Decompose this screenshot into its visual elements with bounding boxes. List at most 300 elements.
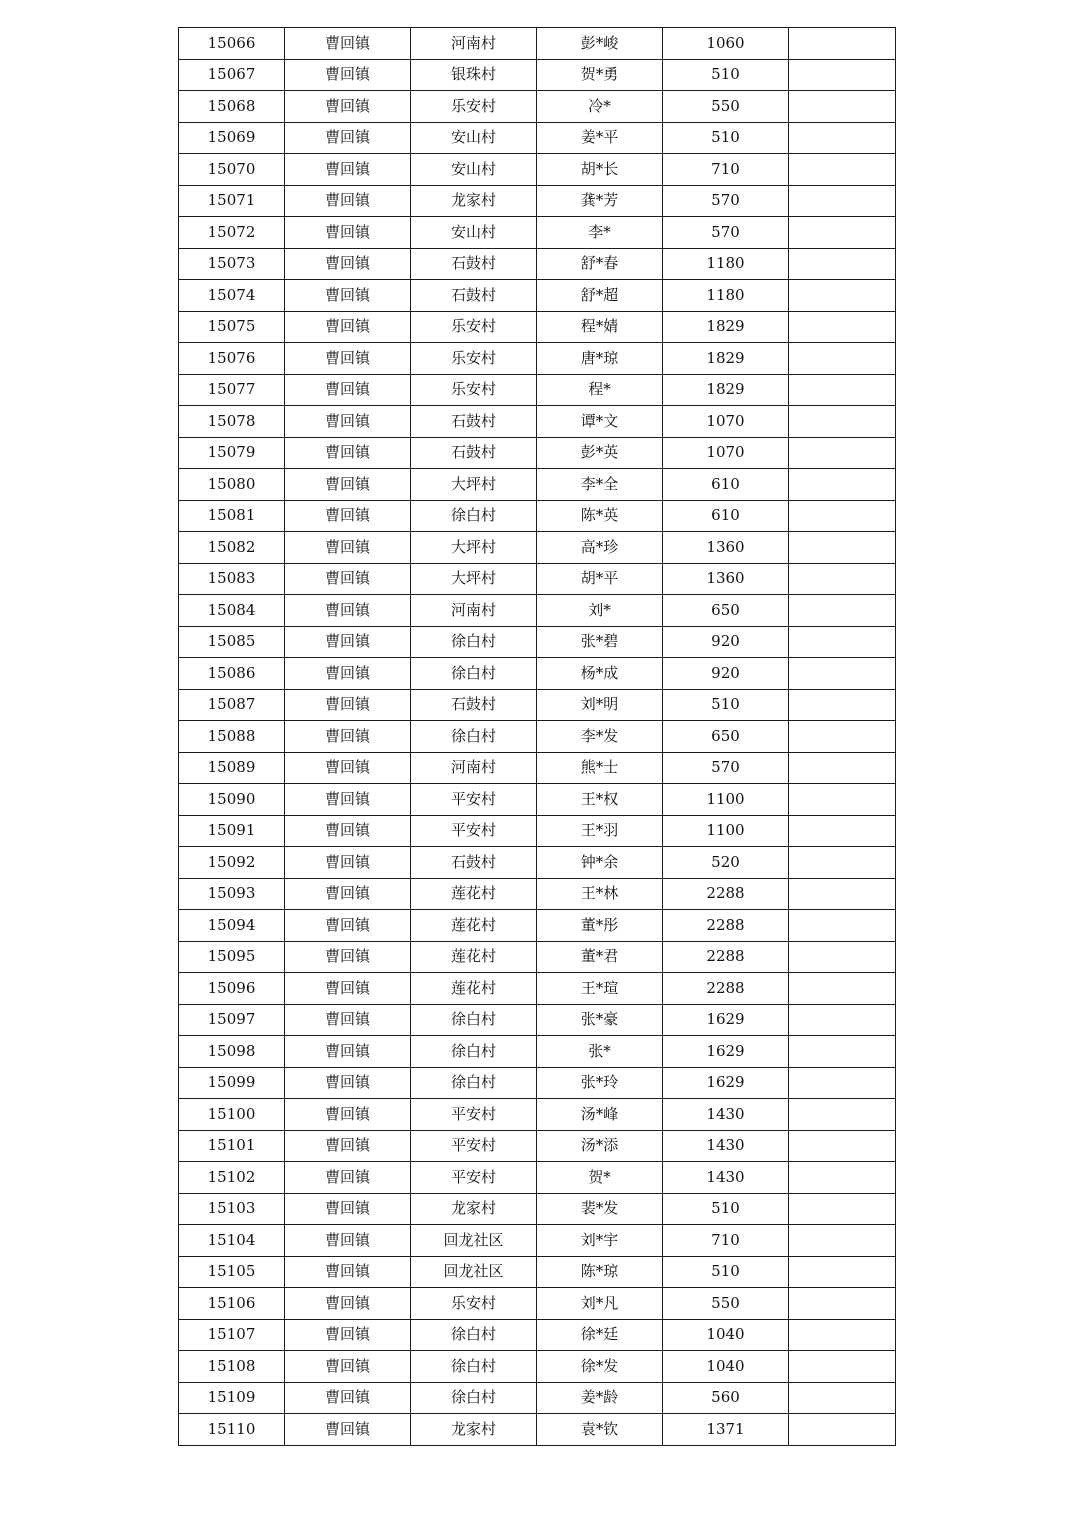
town-cell: 曹回镇	[285, 563, 411, 595]
note-cell	[789, 154, 896, 186]
serial-number-cell: 15104	[179, 1225, 285, 1257]
name-cell: 舒*春	[537, 248, 663, 280]
note-cell	[789, 941, 896, 973]
name-cell: 刘*凡	[537, 1288, 663, 1320]
table-row	[179, 1351, 896, 1383]
table-row	[179, 878, 896, 910]
village-cell: 大坪村	[411, 563, 537, 595]
village-cell: 安山村	[411, 154, 537, 186]
serial-number-cell: 15069	[179, 122, 285, 154]
name-cell: 裴*发	[537, 1193, 663, 1225]
name-cell: 李*	[537, 217, 663, 249]
serial-number-cell: 15083	[179, 563, 285, 595]
town-cell: 曹回镇	[285, 1036, 411, 1068]
village-cell: 平安村	[411, 1162, 537, 1194]
village-cell: 大坪村	[411, 532, 537, 564]
amount-cell: 610	[663, 469, 789, 501]
serial-number-cell: 15096	[179, 973, 285, 1005]
note-cell	[789, 28, 896, 60]
name-cell: 熊*士	[537, 752, 663, 784]
note-cell	[789, 721, 896, 753]
village-cell: 乐安村	[411, 374, 537, 406]
serial-number-cell: 15084	[179, 595, 285, 627]
name-cell: 姜*龄	[537, 1382, 663, 1414]
table-row	[179, 28, 896, 60]
name-cell: 袁*钦	[537, 1414, 663, 1446]
amount-cell: 2288	[663, 973, 789, 1005]
name-cell: 贺*	[537, 1162, 663, 1194]
table-row	[179, 248, 896, 280]
note-cell	[789, 1319, 896, 1351]
name-cell: 徐*廷	[537, 1319, 663, 1351]
note-cell	[789, 1193, 896, 1225]
village-cell: 乐安村	[411, 91, 537, 123]
table-row	[179, 406, 896, 438]
amount-cell: 1829	[663, 343, 789, 375]
town-cell: 曹回镇	[285, 437, 411, 469]
village-cell: 平安村	[411, 1130, 537, 1162]
amount-cell: 550	[663, 91, 789, 123]
amount-cell: 1371	[663, 1414, 789, 1446]
serial-number-cell: 15082	[179, 532, 285, 564]
amount-cell: 2288	[663, 910, 789, 942]
village-cell: 石鼓村	[411, 280, 537, 312]
serial-number-cell: 15090	[179, 784, 285, 816]
name-cell: 胡*长	[537, 154, 663, 186]
note-cell	[789, 500, 896, 532]
village-cell: 安山村	[411, 122, 537, 154]
serial-number-cell: 15099	[179, 1067, 285, 1099]
amount-cell: 1070	[663, 437, 789, 469]
table-row	[179, 973, 896, 1005]
serial-number-cell: 15079	[179, 437, 285, 469]
serial-number-cell: 15093	[179, 878, 285, 910]
village-cell: 石鼓村	[411, 406, 537, 438]
table-row	[179, 154, 896, 186]
table-row	[179, 59, 896, 91]
serial-number-cell: 15102	[179, 1162, 285, 1194]
table-row	[179, 532, 896, 564]
table-row	[179, 185, 896, 217]
table-row	[179, 500, 896, 532]
serial-number-cell: 15087	[179, 689, 285, 721]
serial-number-cell: 15076	[179, 343, 285, 375]
name-cell: 胡*平	[537, 563, 663, 595]
note-cell	[789, 1162, 896, 1194]
note-cell	[789, 1225, 896, 1257]
note-cell	[789, 122, 896, 154]
table-row	[179, 1067, 896, 1099]
note-cell	[789, 59, 896, 91]
name-cell: 程*婧	[537, 311, 663, 343]
amount-cell: 650	[663, 595, 789, 627]
amount-cell: 710	[663, 1225, 789, 1257]
name-cell: 汤*峰	[537, 1099, 663, 1131]
name-cell: 张*	[537, 1036, 663, 1068]
serial-number-cell: 15088	[179, 721, 285, 753]
town-cell: 曹回镇	[285, 847, 411, 879]
town-cell: 曹回镇	[285, 1193, 411, 1225]
town-cell: 曹回镇	[285, 311, 411, 343]
table-row	[179, 437, 896, 469]
amount-cell: 920	[663, 658, 789, 690]
amount-cell: 570	[663, 752, 789, 784]
amount-cell: 2288	[663, 941, 789, 973]
table-row	[179, 1256, 896, 1288]
town-cell: 曹回镇	[285, 1162, 411, 1194]
amount-cell: 650	[663, 721, 789, 753]
village-cell: 徐白村	[411, 1004, 537, 1036]
table-row	[179, 469, 896, 501]
serial-number-cell: 15074	[179, 280, 285, 312]
serial-number-cell: 15092	[179, 847, 285, 879]
note-cell	[789, 1036, 896, 1068]
note-cell	[789, 343, 896, 375]
village-cell: 乐安村	[411, 311, 537, 343]
table-row	[179, 941, 896, 973]
note-cell	[789, 469, 896, 501]
village-cell: 平安村	[411, 784, 537, 816]
town-cell: 曹回镇	[285, 626, 411, 658]
name-cell: 姜*平	[537, 122, 663, 154]
town-cell: 曹回镇	[285, 752, 411, 784]
table-row	[179, 815, 896, 847]
amount-cell: 570	[663, 217, 789, 249]
amount-cell: 1070	[663, 406, 789, 438]
town-cell: 曹回镇	[285, 1067, 411, 1099]
amount-cell: 1060	[663, 28, 789, 60]
town-cell: 曹回镇	[285, 1225, 411, 1257]
table-row	[179, 1130, 896, 1162]
amount-cell: 510	[663, 689, 789, 721]
village-cell: 回龙社区	[411, 1256, 537, 1288]
name-cell: 汤*添	[537, 1130, 663, 1162]
village-cell: 莲花村	[411, 973, 537, 1005]
town-cell: 曹回镇	[285, 1256, 411, 1288]
village-cell: 徐白村	[411, 1382, 537, 1414]
table-row	[179, 784, 896, 816]
serial-number-cell: 15073	[179, 248, 285, 280]
village-cell: 徐白村	[411, 658, 537, 690]
name-cell: 杨*成	[537, 658, 663, 690]
roster-table-body	[179, 28, 896, 1446]
amount-cell: 610	[663, 500, 789, 532]
village-cell: 河南村	[411, 28, 537, 60]
town-cell: 曹回镇	[285, 59, 411, 91]
village-cell: 乐安村	[411, 1288, 537, 1320]
town-cell: 曹回镇	[285, 91, 411, 123]
table-row	[179, 91, 896, 123]
town-cell: 曹回镇	[285, 343, 411, 375]
name-cell: 刘*宇	[537, 1225, 663, 1257]
serial-number-cell: 15080	[179, 469, 285, 501]
note-cell	[789, 563, 896, 595]
town-cell: 曹回镇	[285, 595, 411, 627]
serial-number-cell: 15077	[179, 374, 285, 406]
town-cell: 曹回镇	[285, 1130, 411, 1162]
town-cell: 曹回镇	[285, 185, 411, 217]
amount-cell: 510	[663, 122, 789, 154]
amount-cell: 1430	[663, 1099, 789, 1131]
note-cell	[789, 973, 896, 1005]
note-cell	[789, 910, 896, 942]
name-cell: 张*碧	[537, 626, 663, 658]
name-cell: 王*权	[537, 784, 663, 816]
village-cell: 乐安村	[411, 343, 537, 375]
town-cell: 曹回镇	[285, 815, 411, 847]
table-row	[179, 595, 896, 627]
serial-number-cell: 15110	[179, 1414, 285, 1446]
town-cell: 曹回镇	[285, 1351, 411, 1383]
amount-cell: 510	[663, 1256, 789, 1288]
serial-number-cell: 15067	[179, 59, 285, 91]
note-cell	[789, 91, 896, 123]
name-cell: 王*羽	[537, 815, 663, 847]
table-row	[179, 1099, 896, 1131]
note-cell	[789, 437, 896, 469]
town-cell: 曹回镇	[285, 500, 411, 532]
amount-cell: 1430	[663, 1130, 789, 1162]
town-cell: 曹回镇	[285, 122, 411, 154]
table-row	[179, 1414, 896, 1446]
amount-cell: 1360	[663, 532, 789, 564]
serial-number-cell: 15081	[179, 500, 285, 532]
roster-table	[178, 27, 896, 1446]
town-cell: 曹回镇	[285, 248, 411, 280]
note-cell	[789, 689, 896, 721]
town-cell: 曹回镇	[285, 973, 411, 1005]
name-cell: 高*珍	[537, 532, 663, 564]
amount-cell: 1430	[663, 1162, 789, 1194]
village-cell: 河南村	[411, 752, 537, 784]
village-cell: 莲花村	[411, 878, 537, 910]
name-cell: 张*豪	[537, 1004, 663, 1036]
town-cell: 曹回镇	[285, 406, 411, 438]
table-row	[179, 752, 896, 784]
amount-cell: 510	[663, 1193, 789, 1225]
note-cell	[789, 1414, 896, 1446]
name-cell: 李*发	[537, 721, 663, 753]
table-row	[179, 343, 896, 375]
amount-cell: 1180	[663, 248, 789, 280]
village-cell: 莲花村	[411, 941, 537, 973]
name-cell: 刘*明	[537, 689, 663, 721]
amount-cell: 1100	[663, 815, 789, 847]
town-cell: 曹回镇	[285, 1099, 411, 1131]
table-row	[179, 1036, 896, 1068]
name-cell: 钟*余	[537, 847, 663, 879]
note-cell	[789, 626, 896, 658]
table-row	[179, 280, 896, 312]
amount-cell: 2288	[663, 878, 789, 910]
table-row	[179, 658, 896, 690]
serial-number-cell: 15070	[179, 154, 285, 186]
name-cell: 刘*	[537, 595, 663, 627]
table-row	[179, 217, 896, 249]
table-row	[179, 1193, 896, 1225]
amount-cell: 570	[663, 185, 789, 217]
town-cell: 曹回镇	[285, 1288, 411, 1320]
note-cell	[789, 1004, 896, 1036]
serial-number-cell: 15071	[179, 185, 285, 217]
serial-number-cell: 15089	[179, 752, 285, 784]
village-cell: 石鼓村	[411, 437, 537, 469]
village-cell: 徐白村	[411, 721, 537, 753]
village-cell: 徐白村	[411, 1067, 537, 1099]
serial-number-cell: 15075	[179, 311, 285, 343]
table-row	[179, 122, 896, 154]
name-cell: 徐*发	[537, 1351, 663, 1383]
serial-number-cell: 15078	[179, 406, 285, 438]
serial-number-cell: 15066	[179, 28, 285, 60]
note-cell	[789, 217, 896, 249]
town-cell: 曹回镇	[285, 1319, 411, 1351]
note-cell	[789, 248, 896, 280]
village-cell: 平安村	[411, 815, 537, 847]
note-cell	[789, 311, 896, 343]
note-cell	[789, 1130, 896, 1162]
serial-number-cell: 15091	[179, 815, 285, 847]
name-cell: 陈*琼	[537, 1256, 663, 1288]
serial-number-cell: 15106	[179, 1288, 285, 1320]
village-cell: 莲花村	[411, 910, 537, 942]
serial-number-cell: 15101	[179, 1130, 285, 1162]
note-cell	[789, 595, 896, 627]
name-cell: 程*	[537, 374, 663, 406]
table-row	[179, 1004, 896, 1036]
name-cell: 冷*	[537, 91, 663, 123]
amount-cell: 1180	[663, 280, 789, 312]
name-cell: 彭*峻	[537, 28, 663, 60]
serial-number-cell: 15100	[179, 1099, 285, 1131]
village-cell: 徐白村	[411, 1319, 537, 1351]
amount-cell: 550	[663, 1288, 789, 1320]
note-cell	[789, 815, 896, 847]
name-cell: 贺*勇	[537, 59, 663, 91]
name-cell: 龚*芳	[537, 185, 663, 217]
table-row	[179, 1225, 896, 1257]
village-cell: 石鼓村	[411, 248, 537, 280]
table-row	[179, 1319, 896, 1351]
town-cell: 曹回镇	[285, 878, 411, 910]
town-cell: 曹回镇	[285, 374, 411, 406]
table-row	[179, 689, 896, 721]
amount-cell: 1829	[663, 374, 789, 406]
town-cell: 曹回镇	[285, 532, 411, 564]
amount-cell: 1040	[663, 1319, 789, 1351]
serial-number-cell: 15098	[179, 1036, 285, 1068]
village-cell: 安山村	[411, 217, 537, 249]
town-cell: 曹回镇	[285, 280, 411, 312]
town-cell: 曹回镇	[285, 941, 411, 973]
village-cell: 银珠村	[411, 59, 537, 91]
name-cell: 陈*英	[537, 500, 663, 532]
table-row	[179, 847, 896, 879]
village-cell: 回龙社区	[411, 1225, 537, 1257]
serial-number-cell: 15097	[179, 1004, 285, 1036]
town-cell: 曹回镇	[285, 1414, 411, 1446]
note-cell	[789, 374, 896, 406]
town-cell: 曹回镇	[285, 154, 411, 186]
name-cell: 王*瑄	[537, 973, 663, 1005]
serial-number-cell: 15068	[179, 91, 285, 123]
town-cell: 曹回镇	[285, 658, 411, 690]
amount-cell: 1360	[663, 563, 789, 595]
table-row	[179, 563, 896, 595]
amount-cell: 710	[663, 154, 789, 186]
table-row	[179, 910, 896, 942]
amount-cell: 1629	[663, 1004, 789, 1036]
note-cell	[789, 1067, 896, 1099]
note-cell	[789, 406, 896, 438]
table-row	[179, 626, 896, 658]
amount-cell: 520	[663, 847, 789, 879]
amount-cell: 510	[663, 59, 789, 91]
town-cell: 曹回镇	[285, 28, 411, 60]
town-cell: 曹回镇	[285, 1382, 411, 1414]
town-cell: 曹回镇	[285, 910, 411, 942]
table-row	[179, 374, 896, 406]
serial-number-cell: 15086	[179, 658, 285, 690]
serial-number-cell: 15108	[179, 1351, 285, 1383]
town-cell: 曹回镇	[285, 217, 411, 249]
note-cell	[789, 280, 896, 312]
village-cell: 平安村	[411, 1099, 537, 1131]
note-cell	[789, 784, 896, 816]
amount-cell: 1100	[663, 784, 789, 816]
name-cell: 王*林	[537, 878, 663, 910]
amount-cell: 1829	[663, 311, 789, 343]
amount-cell: 920	[663, 626, 789, 658]
name-cell: 李*全	[537, 469, 663, 501]
village-cell: 徐白村	[411, 1036, 537, 1068]
name-cell: 董*君	[537, 941, 663, 973]
serial-number-cell: 15085	[179, 626, 285, 658]
note-cell	[789, 1256, 896, 1288]
note-cell	[789, 532, 896, 564]
village-cell: 大坪村	[411, 469, 537, 501]
note-cell	[789, 847, 896, 879]
village-cell: 徐白村	[411, 1351, 537, 1383]
town-cell: 曹回镇	[285, 721, 411, 753]
town-cell: 曹回镇	[285, 784, 411, 816]
table-row	[179, 1288, 896, 1320]
name-cell: 唐*琼	[537, 343, 663, 375]
amount-cell: 1040	[663, 1351, 789, 1383]
village-cell: 河南村	[411, 595, 537, 627]
note-cell	[789, 1382, 896, 1414]
serial-number-cell: 15103	[179, 1193, 285, 1225]
note-cell	[789, 185, 896, 217]
table-row	[179, 1162, 896, 1194]
amount-cell: 1629	[663, 1036, 789, 1068]
table-row	[179, 721, 896, 753]
village-cell: 龙家村	[411, 1193, 537, 1225]
village-cell: 石鼓村	[411, 847, 537, 879]
amount-cell: 560	[663, 1382, 789, 1414]
name-cell: 张*玲	[537, 1067, 663, 1099]
town-cell: 曹回镇	[285, 1004, 411, 1036]
serial-number-cell: 15072	[179, 217, 285, 249]
table-row	[179, 1382, 896, 1414]
serial-number-cell: 15105	[179, 1256, 285, 1288]
name-cell: 彭*英	[537, 437, 663, 469]
note-cell	[789, 752, 896, 784]
village-cell: 龙家村	[411, 1414, 537, 1446]
name-cell: 董*彤	[537, 910, 663, 942]
name-cell: 谭*文	[537, 406, 663, 438]
town-cell: 曹回镇	[285, 689, 411, 721]
